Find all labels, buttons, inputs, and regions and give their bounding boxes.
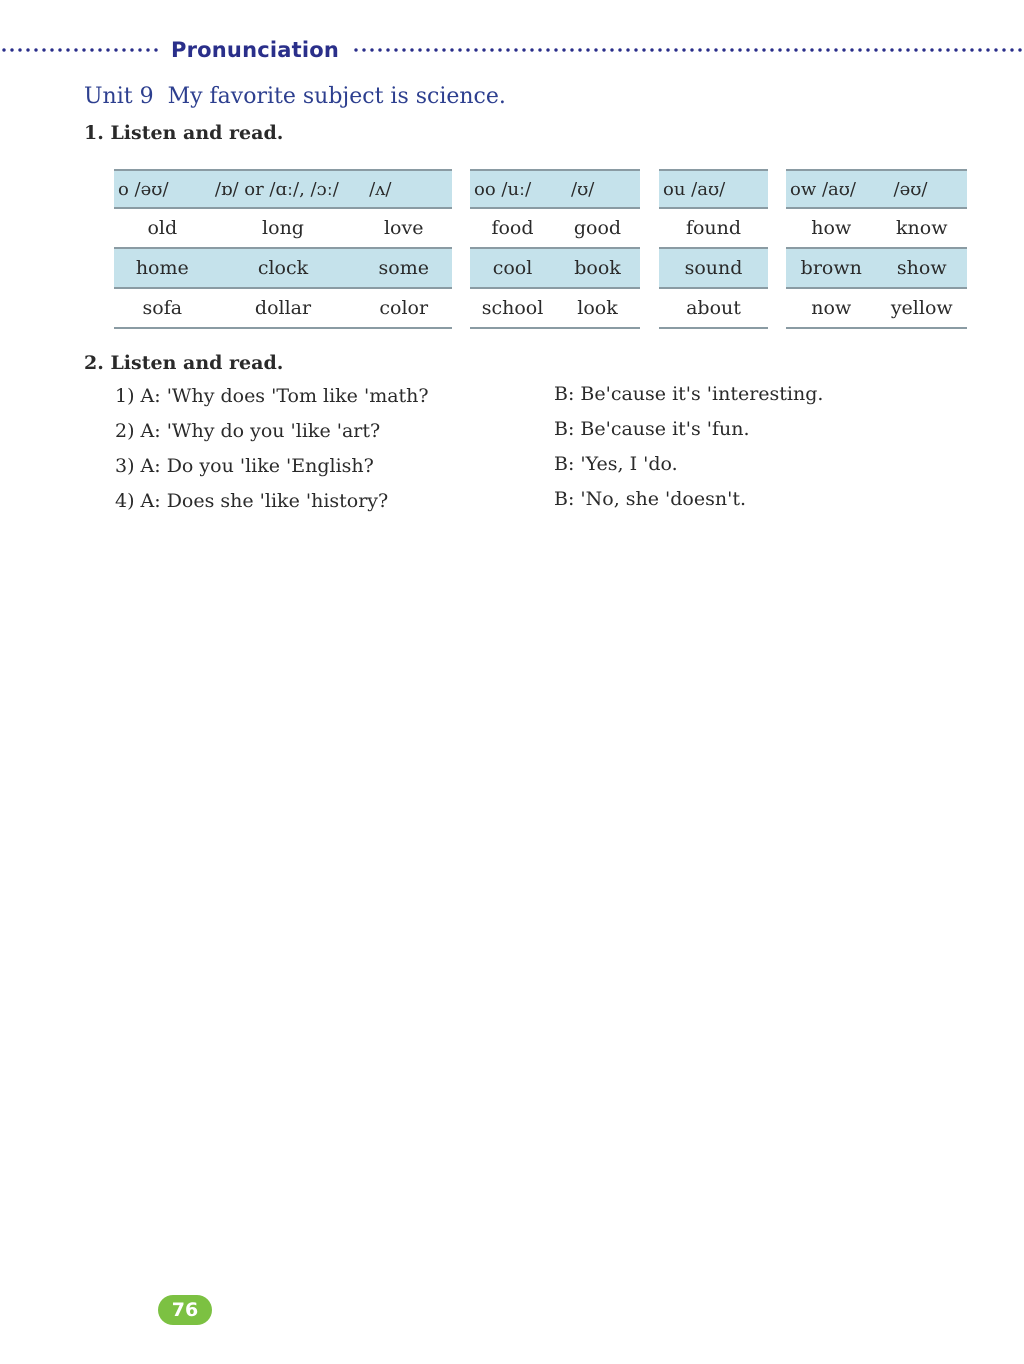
sound-group-ow: [786, 169, 967, 329]
sound-header: /ɒ/ or /ɑː/, /ɔː/: [214, 178, 339, 200]
sound-header: /əʊ/: [893, 178, 928, 200]
word-cell: long: [262, 217, 304, 239]
word-cell: about: [686, 297, 741, 319]
word-cell: good: [573, 217, 622, 239]
word-cell: some: [378, 257, 429, 279]
dialogue-a: 3) A: Do you 'like 'English?: [115, 455, 374, 477]
word-row: [114, 249, 452, 289]
word-row: [659, 289, 768, 329]
word-cell: love: [383, 217, 424, 239]
sound-header: oo /uː/: [474, 178, 532, 200]
word-cell: how: [811, 217, 852, 239]
sound-group-o: [114, 169, 452, 329]
sound-group-oo: [470, 169, 640, 329]
unit-number: Unit 9: [84, 84, 154, 109]
section-header: [0, 36, 1024, 66]
dialogue-b: B: 'No, she 'doesn't.: [554, 488, 746, 510]
word-row: [659, 209, 768, 249]
word-cell: show: [896, 257, 947, 279]
sound-group-header: [786, 171, 967, 209]
word-cell: found: [685, 217, 742, 239]
sound-header: ou /aʊ/: [663, 178, 726, 200]
word-cell: old: [147, 217, 178, 239]
sound-group-ou: [659, 169, 768, 329]
sound-header: /ʌ/: [369, 178, 392, 200]
dialogue-b: B: Be'cause it's 'fun.: [554, 418, 750, 440]
page-number: 76: [158, 1295, 212, 1325]
word-row: [786, 249, 967, 289]
dialogue-a: 4) A: Does she 'like 'history?: [115, 490, 389, 512]
word-cell: food: [491, 217, 534, 239]
sound-header: ow /aʊ/: [790, 178, 856, 200]
header-dots-left: [0, 48, 160, 52]
word-row: [470, 249, 640, 289]
word-cell: know: [896, 217, 948, 239]
word-cell: sound: [684, 257, 743, 279]
task1-heading: 1. Listen and read.: [84, 122, 284, 144]
sound-group-header: [659, 171, 768, 209]
header-dots-right: [352, 48, 1024, 52]
word-cell: dollar: [254, 297, 312, 319]
word-row: [470, 289, 640, 329]
word-cell: sofa: [142, 297, 183, 319]
word-cell: look: [577, 297, 618, 319]
word-row: [114, 289, 452, 329]
word-row: [114, 209, 452, 249]
word-row: [659, 249, 768, 289]
unit-title: [84, 84, 506, 109]
sound-group-header: [114, 171, 452, 209]
word-cell: color: [379, 297, 429, 319]
task2-heading: 2. Listen and read.: [84, 352, 284, 374]
word-row: [786, 209, 967, 249]
section-title: Pronunciation: [171, 38, 340, 62]
word-cell: cool: [492, 257, 533, 279]
word-row: [470, 209, 640, 249]
dialogue-b: B: 'Yes, I 'do.: [554, 453, 678, 475]
word-cell: clock: [257, 257, 309, 279]
sound-header: /ʊ/: [571, 178, 595, 200]
sound-header: o /əʊ/: [118, 178, 169, 200]
word-cell: yellow: [890, 297, 953, 319]
word-cell: brown: [800, 257, 862, 279]
dialogue-b: B: Be'cause it's 'interesting.: [554, 383, 824, 405]
dialogue-a: 2) A: 'Why do you 'like 'art?: [115, 420, 381, 442]
word-cell: now: [811, 297, 852, 319]
sound-group-header: [470, 171, 640, 209]
unit-name: My favorite subject is science.: [167, 84, 506, 109]
word-cell: school: [481, 297, 544, 319]
word-cell: book: [574, 257, 621, 279]
dialogue-a: 1) A: 'Why does 'Tom like 'math?: [115, 385, 429, 407]
word-row: [786, 289, 967, 329]
word-cell: home: [135, 257, 189, 279]
